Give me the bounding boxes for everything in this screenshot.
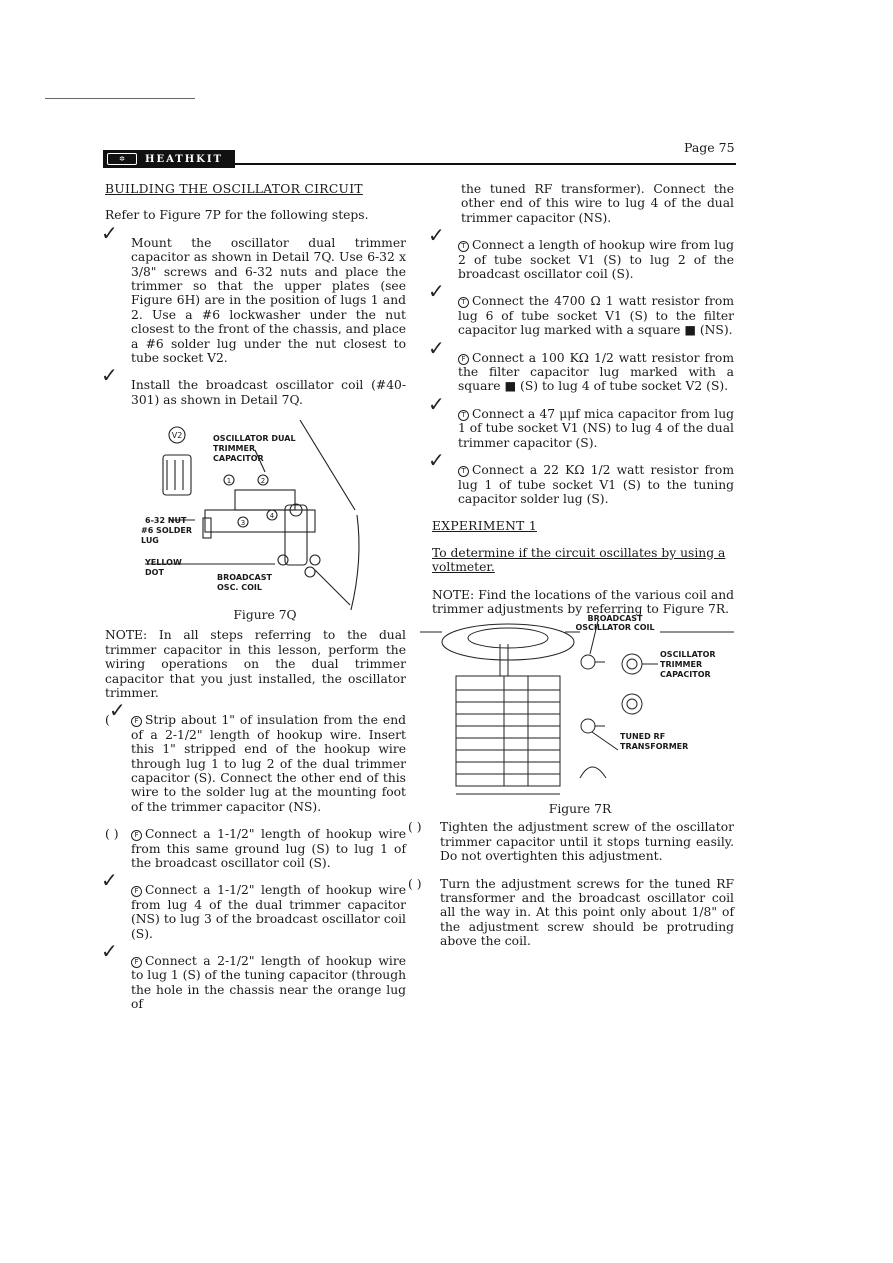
label-v2: V2 [171, 431, 183, 441]
checkmark-icon: ✓ [101, 363, 118, 388]
wire-icon: F [131, 716, 142, 727]
step-install-coil: ✓ Install the broadcast oscillator coil (#40-301) as shown in Detail 7Q. [101, 363, 406, 407]
step-checkbox[interactable]: ( ✓ [105, 698, 126, 728]
step-checkbox[interactable] [428, 335, 458, 394]
label-lug2: 2 [260, 477, 266, 486]
checkmark-icon: ✓ [428, 279, 445, 304]
step-checkbox[interactable]: ( ) [408, 820, 422, 835]
wire-icon: F [131, 957, 142, 968]
page-number: Page 75 [684, 140, 735, 155]
label-osc-trimmer: OSCILLATOR TRIMMER CAPACITOR [660, 650, 716, 680]
right-column [408, 182, 734, 962]
step-4700-resistor: ✓ T Connect the 4700 Ω 1 watt resistor from lug 6 of tube socket V1 (S) to the filter capacitor lug marked with a square ■ (NS). [428, 279, 734, 338]
section-heading: BUILDING THE OSCILLATOR CIRCUIT [105, 182, 363, 196]
wire-icon: F [131, 830, 142, 841]
experiment-subheading: To determine if the circuit oscillates by using a voltmeter. [432, 545, 726, 575]
step-checkbox[interactable]: ( ) [408, 876, 422, 891]
intro-text: Refer to Figure 7P for the following steps. [105, 208, 369, 223]
note-dual-trimmer: NOTE: In all steps referring to the dual trimmer capacitor in this lesson, perform the wiring operations on the dual trimmer capacitor that you just installed, the oscillator trimmer. [105, 628, 406, 700]
step-ground-lug: ( ) F Connect a 1-1/2" length of hookup wire from this same ground lug (S) to lug 1 of the broadcast oscillator coil (S). [105, 827, 406, 870]
label-broadcast-coil: BROADCAST OSCILLATOR COIL [575, 614, 655, 633]
step-mount-trimmer: ✓ Mount the oscillator dual trimmer capacitor as shown in Detail 7Q. Use 6-32 x 3/8" screws and 6-32 nuts and place the trimmer so that the upper plates (see Figure 6H) are in the position of lugs 1 and 2. Use a #6 lockwasher under the nut closest to the front of the chassis, and place a #6 solder lug under the nut closest to tube socket V2. [101, 220, 406, 366]
figure-7r [420, 616, 734, 816]
checkmark-icon: ✓ [428, 223, 445, 248]
header-rule [233, 163, 736, 165]
label-solder-lug: #6 SOLDER LUG [141, 526, 192, 546]
wire-icon: F [131, 886, 142, 897]
wire-icon: F [458, 354, 469, 365]
heathkit-logo [103, 150, 235, 168]
figure-7r-drawing [420, 616, 734, 796]
step-checkbox[interactable] [101, 939, 131, 1012]
step-lug4-to-coil: ✓ F Connect a 1-1/2" length of hookup wire from lug 4 of the dual trimmer capacitor (NS) to lug 3 of the broadcast oscillator coil (S). [101, 868, 406, 941]
step-22k-resistor: ✓ T Connect a 22 KΩ 1/2 watt resistor from lug 1 of tube socket V1 (S) to the tuning capacitor solder lug (S). [428, 448, 734, 506]
step-tighten-trimmer: ( ) Tighten the adjustment screw of the oscillator trimmer capacitor until it stops turning easily. Do not overtighten this adjustment. [408, 820, 734, 864]
label-lug4: 4 [269, 512, 275, 521]
label-lug1: 1 [226, 477, 232, 486]
step-100k-resistor: ✓ F Connect a 100 KΩ 1/2 watt resistor from the filter capacitor lug marked with a square ■ (S) to lug 4 of tube socket V2 (S). [428, 335, 734, 394]
tube-icon: T [458, 297, 469, 308]
step-checkbox[interactable] [101, 868, 131, 941]
checkmark-icon: ✓ [428, 391, 445, 416]
top-rule [45, 98, 195, 99]
figure-7q [105, 420, 406, 630]
step-checkbox[interactable]: ( ) [105, 827, 119, 842]
left-column [101, 182, 406, 1025]
label-coil: BROADCAST OSC. COIL [217, 573, 272, 593]
step-checkbox[interactable] [428, 279, 458, 337]
note-adjustments: NOTE: Find the locations of the various coil and trimmer adjustments by referring to Figure 7R. [432, 587, 734, 616]
step-turn-screws: ( ) Turn the adjustment screws for the tuned RF transformer and the broadcast oscillator coil all the way in. At this point only about 1/8" of the adjustment screw should be protruding above the coil. [408, 876, 734, 949]
logo-emblem-icon: ✲ [107, 153, 137, 165]
step-v1-lug2: ✓ T Connect a length of hookup wire from lug 2 of tube socket V1 (S) to lug 2 of the broadcast oscillator coil (S). [428, 223, 734, 282]
label-rf-transformer: TUNED RF TRANSFORMER [620, 732, 689, 752]
continued-text: the tuned RF transformer). Connect the other end of this wire to lug 4 of the dual trimmer capacitor (NS). [461, 182, 734, 225]
step-checkbox[interactable] [101, 363, 131, 407]
step-strip-wire: ( ✓ F Strip about 1" of insulation from the end of a 2-1/2" length of hookup wire. Insert this 1" stripped end of the hookup wire through lug 1 to lug 2 of the dual trimmer capacitor (S). Connect the other end of this wire to the solder lug at the mounting foot of the trimmer capacitor (NS). [105, 698, 406, 814]
step-tuning-cap: ✓ F Connect a 2-1/2" length of hookup wire to lug 1 (S) of the tuning capacitor (through the hole in the chassis near the orange lug of [101, 939, 406, 1012]
step-checkbox[interactable] [428, 223, 458, 281]
tube-icon: T [458, 410, 469, 421]
checkmark-icon: ✓ [101, 220, 118, 245]
label-lug3: 3 [240, 519, 246, 528]
checkmark-icon: ✓ [109, 698, 126, 723]
label-yellow-dot: YELLOW DOT [145, 558, 182, 578]
step-checkbox[interactable] [101, 220, 131, 366]
checkmark-icon: ✓ [101, 939, 118, 963]
step-checkbox[interactable] [428, 448, 458, 506]
checkmark-icon: ✓ [428, 335, 445, 360]
logo-text: HEATHKIT [145, 153, 223, 165]
label-nut: 6-32 NUT [145, 516, 187, 526]
step-47-mica: ✓ T Connect a 47 μμf mica capacitor from lug 1 of tube socket V1 (NS) to lug 4 of the dual trimmer capacitor (S). [428, 391, 734, 450]
tube-icon: T [458, 241, 469, 252]
experiment-heading: EXPERIMENT 1 [432, 519, 537, 534]
figure-7r-caption: Figure 7R [548, 802, 612, 817]
label-trimmer: OSCILLATOR DUAL TRIMMER CAPACITOR [213, 434, 296, 464]
checkmark-icon: ✓ [101, 868, 118, 893]
tube-icon: T [458, 466, 469, 477]
figure-7q-caption: Figure 7Q [233, 608, 297, 623]
checkmark-icon: ✓ [428, 448, 445, 473]
step-checkbox[interactable] [428, 391, 458, 450]
